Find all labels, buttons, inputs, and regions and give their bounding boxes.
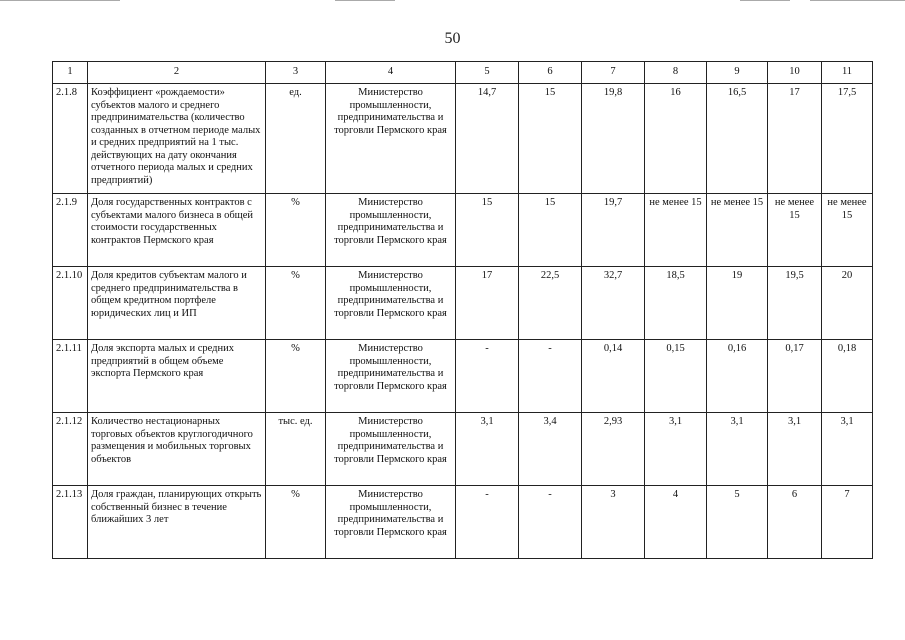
value-cell: 0,15 xyxy=(645,340,707,413)
responsible-cell: Министерство промышленности, предпринимательства и торговли Пермского края xyxy=(326,413,456,486)
header-cell: 4 xyxy=(326,62,456,84)
indicator-name: Коэффициент «рождаемости» субъектов малого и среднего предпринимательства (количество созданных в отчетном периоде малых и средних предприятий на 1 тыс. действующих на дату окончания отчетного периода малых и средних предприятий) xyxy=(88,84,266,194)
value-cell: 16,5 xyxy=(707,84,768,194)
responsible-cell: Министерство промышленности, предпринимательства и торговли Пермского края xyxy=(326,194,456,267)
table-row xyxy=(53,413,873,486)
value-cell: 17 xyxy=(456,267,519,340)
value-cell: 7 xyxy=(822,486,873,559)
row-number: 2.1.13 xyxy=(53,486,88,559)
responsible-cell: Министерство промышленности, предпринимательства и торговли Пермского края xyxy=(326,267,456,340)
value-cell: 6 xyxy=(768,486,822,559)
header-cell: 7 xyxy=(582,62,645,84)
unit-cell: ед. xyxy=(266,84,326,194)
value-cell: 3,1 xyxy=(707,413,768,486)
row-number: 2.1.10 xyxy=(53,267,88,340)
value-cell: 0,14 xyxy=(582,340,645,413)
value-cell: не менее 15 xyxy=(645,194,707,267)
value-cell: 5 xyxy=(707,486,768,559)
page-number: 50 xyxy=(444,30,461,47)
indicators-table xyxy=(52,61,873,559)
value-cell: 0,16 xyxy=(707,340,768,413)
table-row xyxy=(53,84,873,194)
table-row xyxy=(53,486,873,559)
indicator-name: Доля государственных контрактов с субъектами малого бизнеса в общей стоимости государственных контрактов Пермского края xyxy=(88,194,266,267)
value-cell: 19 xyxy=(707,267,768,340)
table-header-row xyxy=(53,62,873,84)
unit-cell: тыс. ед. xyxy=(266,413,326,486)
value-cell: 3,1 xyxy=(645,413,707,486)
unit-cell: % xyxy=(266,486,326,559)
header-cell: 1 xyxy=(53,62,88,84)
header-cell: 11 xyxy=(822,62,873,84)
value-cell: - xyxy=(456,486,519,559)
header-cell: 8 xyxy=(645,62,707,84)
row-number: 2.1.11 xyxy=(53,340,88,413)
header-cell: 2 xyxy=(88,62,266,84)
value-cell: 15 xyxy=(519,194,582,267)
value-cell: 15 xyxy=(456,194,519,267)
responsible-cell: Министерство промышленности, предпринимательства и торговли Пермского края xyxy=(326,486,456,559)
value-cell: не менее 15 xyxy=(822,194,873,267)
value-cell: 2,93 xyxy=(582,413,645,486)
value-cell: - xyxy=(456,340,519,413)
header-cell: 10 xyxy=(768,62,822,84)
unit-cell: % xyxy=(266,194,326,267)
value-cell: 3,1 xyxy=(822,413,873,486)
value-cell: не менее 15 xyxy=(768,194,822,267)
value-cell: 19,8 xyxy=(582,84,645,194)
value-cell: 16 xyxy=(645,84,707,194)
indicator-name: Доля экспорта малых и средних предприятий в общем объеме экспорта Пермского края xyxy=(88,340,266,413)
indicator-name: Количество нестационарных торговых объектов круглогодичного размещения и мобильных торговых объектов xyxy=(88,413,266,486)
unit-cell: % xyxy=(266,267,326,340)
value-cell: 17,5 xyxy=(822,84,873,194)
value-cell: 17 xyxy=(768,84,822,194)
value-cell: 0,18 xyxy=(822,340,873,413)
table-row xyxy=(53,340,873,413)
table-row xyxy=(53,194,873,267)
row-number: 2.1.8 xyxy=(53,84,88,194)
value-cell: 3,1 xyxy=(456,413,519,486)
value-cell: 4 xyxy=(645,486,707,559)
header-cell: 5 xyxy=(456,62,519,84)
indicator-name: Доля граждан, планирующих открыть собственный бизнес в течение ближайших 3 лет xyxy=(88,486,266,559)
row-number: 2.1.9 xyxy=(53,194,88,267)
indicator-name: Доля кредитов субъектам малого и среднего предпринимательства в общем кредитном портфеле юридических лиц и ИП xyxy=(88,267,266,340)
value-cell: 19,5 xyxy=(768,267,822,340)
value-cell: - xyxy=(519,486,582,559)
responsible-cell: Министерство промышленности, предпринимательства и торговли Пермского края xyxy=(326,84,456,194)
value-cell: 32,7 xyxy=(582,267,645,340)
value-cell: не менее 15 xyxy=(707,194,768,267)
value-cell: 14,7 xyxy=(456,84,519,194)
unit-cell: % xyxy=(266,340,326,413)
value-cell: 3,4 xyxy=(519,413,582,486)
responsible-cell: Министерство промышленности, предпринимательства и торговли Пермского края xyxy=(326,340,456,413)
header-cell: 6 xyxy=(519,62,582,84)
value-cell: 19,7 xyxy=(582,194,645,267)
value-cell: 20 xyxy=(822,267,873,340)
value-cell: 18,5 xyxy=(645,267,707,340)
value-cell: 3,1 xyxy=(768,413,822,486)
table-row xyxy=(53,267,873,340)
value-cell: 3 xyxy=(582,486,645,559)
value-cell: 15 xyxy=(519,84,582,194)
value-cell: 0,17 xyxy=(768,340,822,413)
value-cell: - xyxy=(519,340,582,413)
header-cell: 3 xyxy=(266,62,326,84)
header-cell: 9 xyxy=(707,62,768,84)
value-cell: 22,5 xyxy=(519,267,582,340)
row-number: 2.1.12 xyxy=(53,413,88,486)
